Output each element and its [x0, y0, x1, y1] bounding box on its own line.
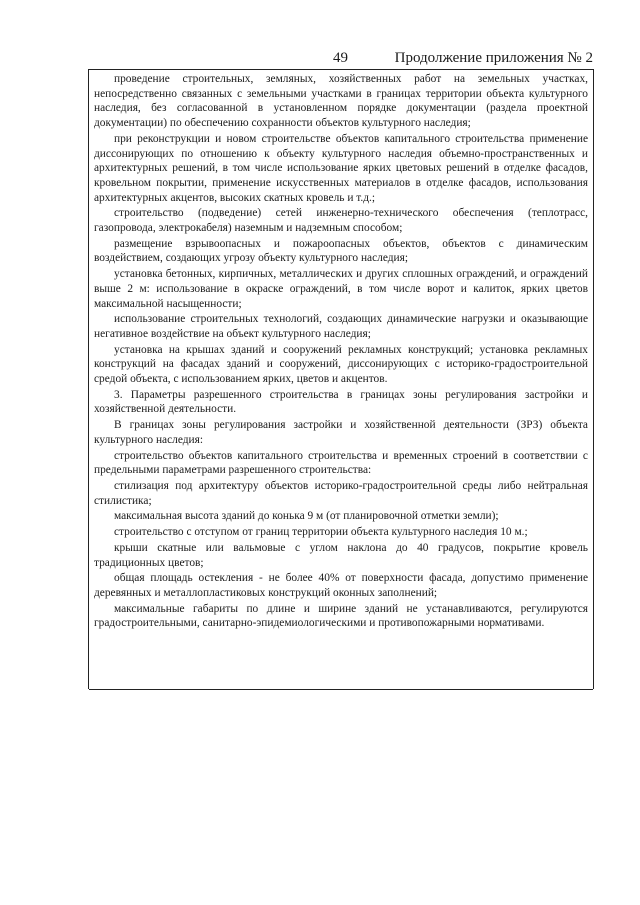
paragraph: общая площадь остекления - не более 40% от поверхности фасада, допустимо применение деревянных и металлопластиковых конструкций оконных заполнений;	[94, 572, 588, 599]
paragraph: строительство с отступом от границ территории объекта культурного наследия 10 м.;	[114, 526, 528, 539]
document-body	[94, 72, 588, 632]
paragraph: крыши скатные или вальмовые с углом наклона до 40 градусов, покрытие кровель традиционных цветов;	[94, 541, 588, 569]
paragraph: проведение строительных, земляных, хозяйственных работ на земельных участках, непосредственно связанных с земельными участками в границах территории объекта культурного наследия, без согласованной в установленном порядке документации (раздела проектной документации) по обеспечению сохранности объектов культурного наследия;	[94, 73, 588, 130]
paragraph: строительство объектов капитального строительства и временных строений в соответствии с предельными параметрами разрешенного строительства:	[94, 449, 588, 477]
section-heading: 3. Параметры разрешенного строительства в границах зоны регулирования застройки и хозяйственной деятельности.	[94, 388, 588, 416]
paragraph: стилизация под архитектуру объектов историко-градостроительной среды либо нейтральная стилистика;	[94, 479, 588, 507]
appendix-continuation-label: Продолжение приложения № 2	[394, 50, 593, 66]
paragraph: установка на крышах зданий и сооружений рекламных конструкций; установка рекламных конструкций на фасадах зданий и сооружений, диссонирующих с историко-градостроительной средой объекта, с использованием ярких, цветов и акцентов.	[94, 343, 588, 386]
paragraph: максимальные габариты по длине и ширине зданий не устанавливаются, регулируются градостроительными, санитарно-эпидемиологическими и противопожарными нормативами.	[94, 602, 588, 630]
paragraph: установка бетонных, кирпичных, металлических и других сплошных ограждений, и ограждений выше 2 м: использование в окраске ограждений, в том числе ворот и калиток, ярких цветов максимальной насыщенности;	[94, 268, 588, 310]
paragraph: строительство (подведение) сетей инженерно-технического обеспечения (теплотрасс, газопровода, электрокабеля) наземным и надземным способом;	[94, 207, 588, 235]
paragraph: В границах зоны регулирования застройки и хозяйственной деятельности (ЗРЗ) объекта культурного наследия:	[94, 419, 588, 446]
page-number: 49	[333, 50, 348, 66]
paragraph: использование строительных технологий, создающих динамические нагрузки и оказывающие негативное воздействие на объект культурного наследия;	[94, 313, 588, 340]
paragraph: размещение взрывоопасных и пожароопасных объектов, объектов с динамическим воздействием, создающих угрозу объекту культурного наследия;	[94, 237, 588, 265]
paragraph: при реконструкции и новом строительстве объектов капитального строительства применение диссонирующих по отношению к объекту культурного наследия объемно-пространственных и архитектурных решений, в том числе использование ярких цветовых решений в отделке фасадов, кровельном покрытии, применение искусственных материалов в отделке фасадов, использования архитектурных акцентов, высоких скатных кровель и т.д.;	[94, 132, 588, 204]
paragraph: максимальная высота зданий до конька 9 м (от планировочной отметки земли);	[114, 510, 499, 523]
